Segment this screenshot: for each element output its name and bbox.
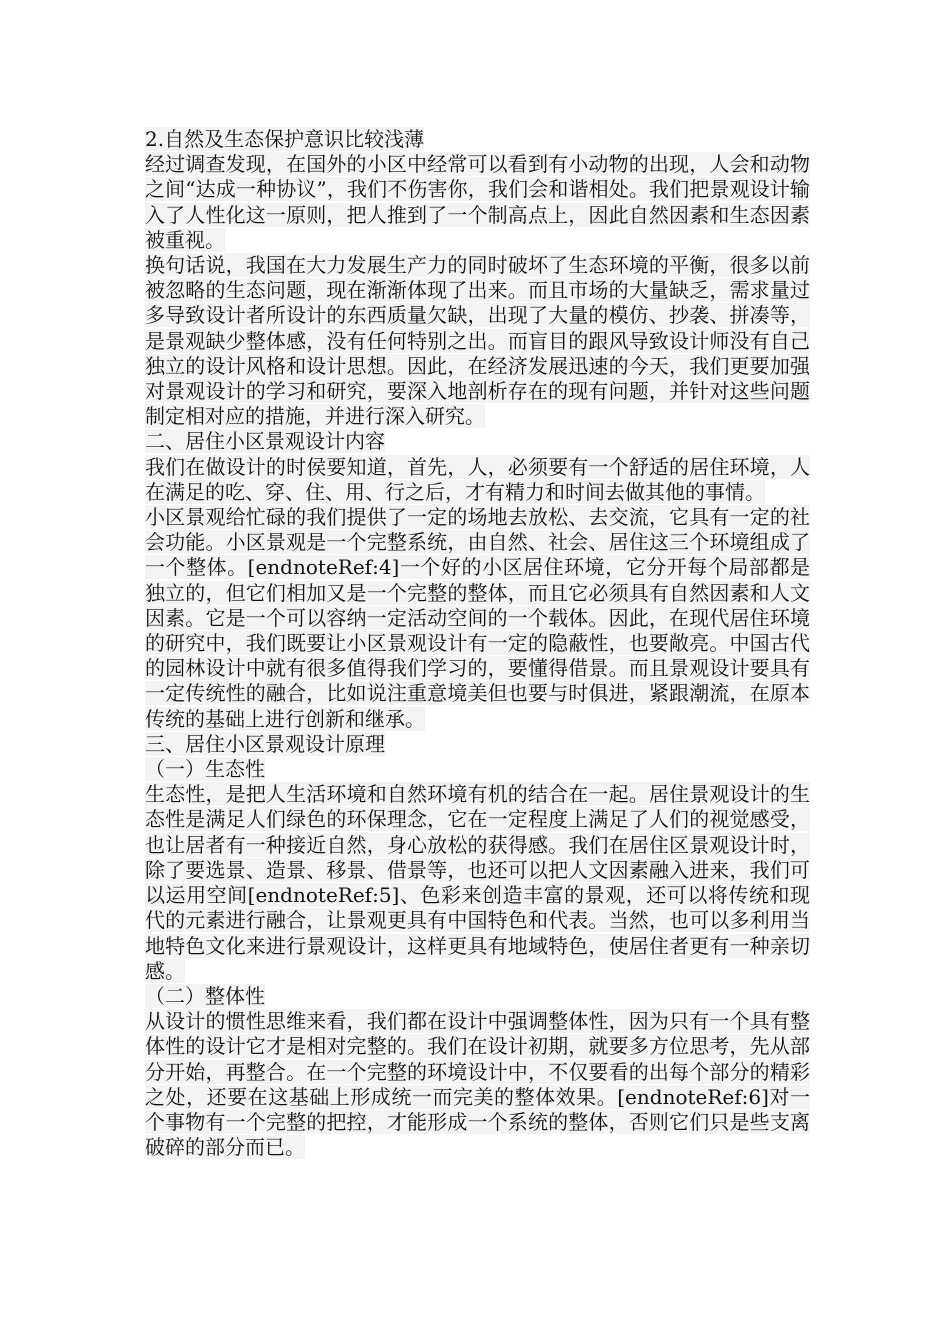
section-heading-2: 2.自然及生态保护意识比较浅薄 (145, 127, 425, 151)
body-paragraph: 我们在做设计的时侯要知道，首先，人，必须要有一个舒适的居住环境，人在满足的吃、穿、住、用、行之后，才有精力和时间去做其他的事情。 (145, 454, 810, 504)
body-paragraph: 换句话说，我国在大力发展生产力的同时破坏了生态环境的平衡，很多以前被忽略的生态问题，现在渐渐体现了出来。而且市场的大量缺乏，需求量过多导致设计者所设计的东西质量欠缺，出现了大量的模仿、抄袭、拼凑等，是景观缺少整体感，没有任何特别之出。而盲目的跟风导致设计师没有自己独立的设计风格和设计思想。因此，在经济发展迅速的今天，我们更要加强对景观设计的学习和研究，要深入地剖析存在的现有问题，并针对这些问题制定相对应的措施，并进行深入研究。 (145, 253, 810, 429)
document-body (145, 127, 810, 1160)
body-paragraph: 经过调查发现，在国外的小区中经常可以看到有小动物的出现，人会和动物之间“达成一种协议”，我们不伤害你，我们会和谐相处。我们把景观设计输入了人性化这一原则，把人推到了一个制高点上，因此自然因素和生态因素被重视。 (145, 152, 810, 252)
body-paragraph: 生态性，是把人生活环境和自然环境有机的结合在一起。居住景观设计的生态性是满足人们绿色的环保理念，它在一定程度上满足了人们的视觉感受，也让居者有一种接近自然，身心放松的获得感。我们在居住区景观设计时，除了要选景、造景、移景、借景等，也还可以把人文因素融入进来，我们可以运用空间[endnoteRef:5]、色彩来创造丰富的景观，还可以将传统和现代的元素进行融合，让景观更具有中国特色和代表。当然，也可以多利用当地特色文化来进行景观设计，这样更具有地域特色，使居住者更有一种亲切感。 (145, 782, 810, 983)
section-heading-content: 二、居住小区景观设计内容 (145, 429, 385, 454)
subsection-heading-ecology: （一）生态性 (145, 757, 265, 782)
body-paragraph: 从设计的惯性思维来看，我们都在设计中强调整体性，因为只有一个具有整体性的设计它才是相对完整的。我们在设计初期，就要多方位思考，先从部分开始，再整合。在一个完整的环境设计中，不仅要看的出每个部分的精彩之处，还要在这基础上形成统一而完美的整体效果。[endnoteRef:6]对一个事物有一个完整的把控，才能形成一个系统的整体，否则它们只是些支离破碎的部分而已。 (145, 1009, 810, 1160)
section-heading-principles: 三、居住小区景观设计原理 (145, 731, 385, 756)
subsection-heading-integrity: （二）整体性 (145, 983, 265, 1008)
body-paragraph: 小区景观给忙碌的我们提供了一定的场地去放松、去交流，它具有一定的社会功能。小区景观是一个完整系统，由自然、社会、居住这三个环境组成了一个整体。[endnoteRef:4]一个好的小区居住环境，它分开每个局部都是独立的，但它们相加又是一个完整的整体，而且它必须具有自然因素和人文因素。它是一个可以容纳一定活动空间的一个载体。因此，在现代居住环境的研究中，我们既要让小区景观设计有一定的隐蔽性，也要敞亮。中国古代的园林设计中就有很多值得我们学习的，要懂得借景。而且景观设计要具有一定传统性的融合，比如说注重意境美但也要与时俱进，紧跟潮流，在原本传统的基础上进行创新和继承。 (145, 505, 810, 731)
